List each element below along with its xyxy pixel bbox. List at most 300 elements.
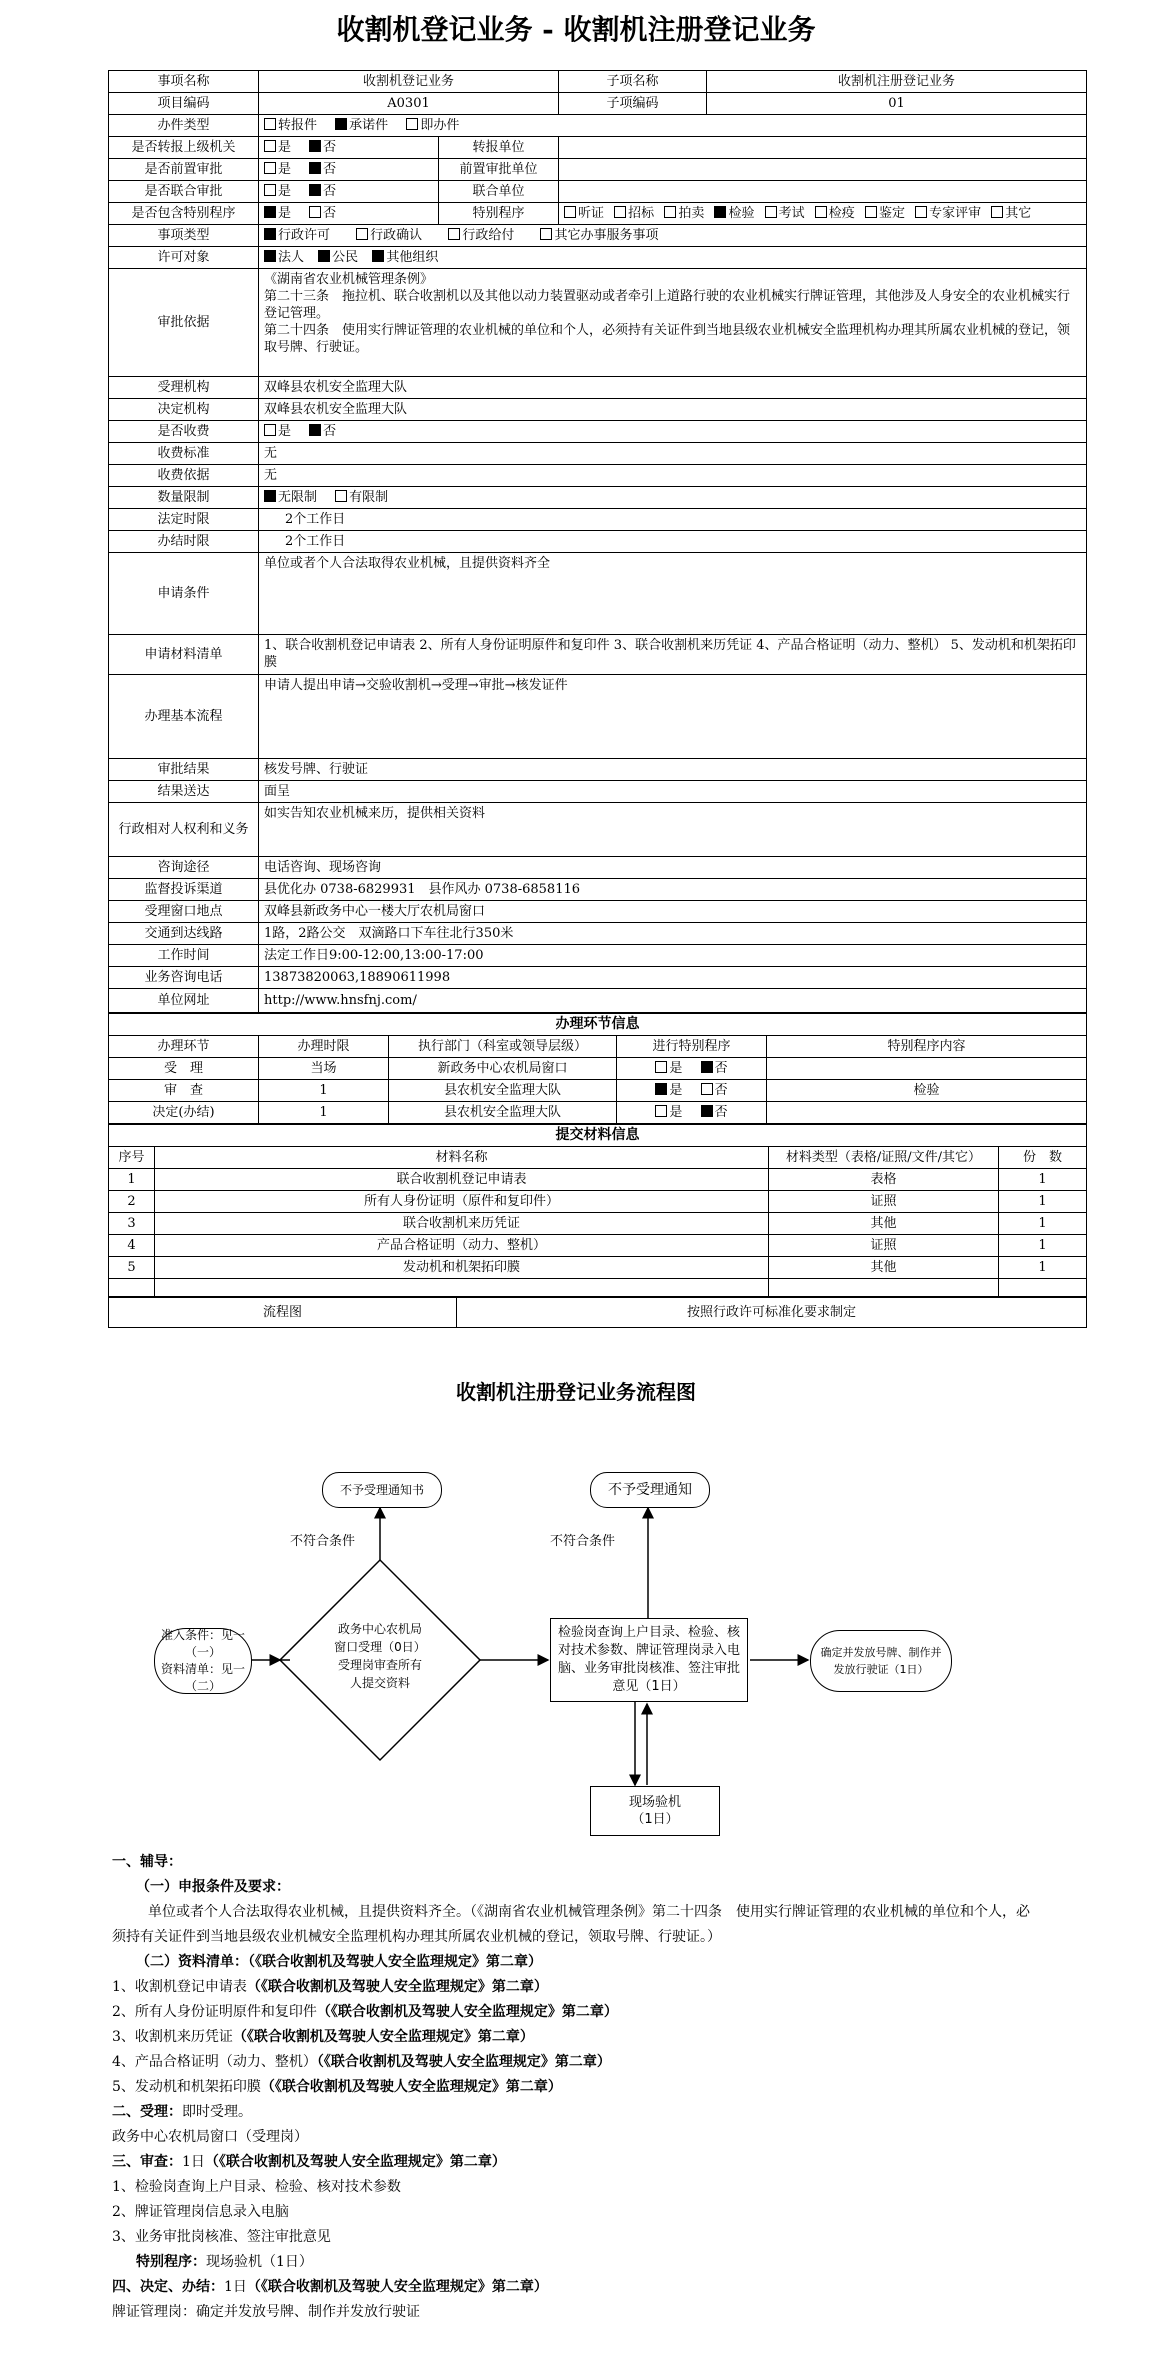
- label-special: 是否包含特别程序: [109, 203, 259, 225]
- item-text: 2、所有人身份证明原件和复印件: [112, 2004, 317, 2020]
- name-cell: 产品合格证明（动力、整机）: [155, 1235, 769, 1257]
- label-worktime: 工作时间: [109, 945, 259, 967]
- option-other-service[interactable]: [540, 227, 658, 244]
- name-cell: 联合收割机来历凭证: [155, 1213, 769, 1235]
- value-finish-time: 2个工作日: [259, 531, 1087, 553]
- table-row: [109, 1169, 1087, 1191]
- table-row: [109, 1235, 1087, 1257]
- option-label: 是: [278, 184, 292, 199]
- label-target: 许可对象: [109, 247, 259, 269]
- value-decide-org: 双峰县农机安全监理大队: [259, 399, 1087, 421]
- value-delivery: 面呈: [259, 781, 1087, 803]
- count-cell: 1: [999, 1235, 1087, 1257]
- checkbox-checked-icon: [309, 424, 321, 436]
- checkbox-icon: [655, 1061, 667, 1073]
- special-cell: [617, 1102, 767, 1124]
- label-item-name: 事项名称: [109, 71, 259, 93]
- checkbox-checked-icon: [309, 140, 321, 152]
- value-window: 双峰县新政务中心一楼大厅农机局窗口: [259, 901, 1087, 923]
- heading-text: 二、受理：: [112, 2104, 182, 2120]
- pre-approval-options: [259, 159, 439, 181]
- special-label: 特别程序：: [136, 2254, 206, 2270]
- value-worktime: 法定工作日9:00-12:00,13:00-17:00: [259, 945, 1087, 967]
- notes-subheading-conditions: （一）申报条件及要求：: [136, 1879, 290, 1895]
- value-complaint: 县优化办 0738-6829931 县作风办 0738-6858116: [259, 879, 1087, 901]
- count-cell: 1: [999, 1169, 1087, 1191]
- option-license[interactable]: [264, 227, 330, 244]
- option-label: 拍卖: [678, 206, 705, 221]
- value-phone: 13873820063,18890611998: [259, 967, 1087, 989]
- condition-label-2: 不符合条件: [550, 1534, 616, 1549]
- joint-options: [259, 181, 439, 203]
- option-label: 是: [669, 1083, 683, 1098]
- final-line: 发放行驶证（1日）: [833, 1663, 929, 1676]
- reject-notice-1: 不予受理通知书: [322, 1472, 442, 1508]
- item-type-options: [259, 225, 1087, 247]
- submit-materials-table: [108, 1124, 1087, 1297]
- value-report-unit: [559, 137, 1087, 159]
- option-label: 是: [278, 140, 292, 155]
- special-proc-options: [559, 203, 1087, 225]
- notes-heading-1: 一、辅导：: [112, 1854, 182, 1870]
- label-result: 审批结果: [109, 759, 259, 781]
- option-label: 检疫: [828, 206, 855, 221]
- item-text: 4、产品合格证明（动力、整机）: [112, 2054, 317, 2070]
- label-complaint: 监督投诉渠道: [109, 879, 259, 901]
- checkbox-checked-icon: [701, 1061, 713, 1073]
- label-report-up: 是否转报上级机关: [109, 137, 259, 159]
- checkbox-icon: [264, 140, 276, 152]
- name-cell: 发动机和机架拓印膜: [155, 1257, 769, 1279]
- submit-header: 材料类型（表格/证照/文件/其它）: [769, 1147, 999, 1169]
- value-sub-name: 收割机注册登记业务: [707, 71, 1087, 93]
- option-label: 否: [323, 206, 337, 221]
- option-label: 无限制: [278, 490, 318, 505]
- label-conditions: 申请条件: [109, 553, 259, 635]
- label-phone: 业务咨询电话: [109, 967, 259, 989]
- special-cell: [617, 1058, 767, 1080]
- value-rights: 如实告知农业机械来历，提供相关资料: [259, 803, 1087, 857]
- checkbox-icon: [448, 228, 460, 240]
- value-materials: 1、联合收割机登记申请表 2、所有人身份证明原件和复印件 3、联合收割机来历凭证 4、产品合格证明（动力、整机） 5、发动机和机架拓印膜: [259, 635, 1087, 675]
- value-sub-code: 01: [707, 93, 1087, 115]
- value-fee-std: 无: [259, 443, 1087, 465]
- label-fee-std: 收费标准: [109, 443, 259, 465]
- label-joint: 是否联合审批: [109, 181, 259, 203]
- special-content-cell: [767, 1058, 1087, 1080]
- value-consult: 电话咨询、现场咨询: [259, 857, 1087, 879]
- label-fee-basis: 收费依据: [109, 465, 259, 487]
- checkbox-icon: [664, 206, 676, 218]
- checkbox-icon: [264, 424, 276, 436]
- type-cell: 证照: [769, 1235, 999, 1257]
- value-process: 申请人提出申请→交验收割机→受理→审批→核发证件: [259, 675, 1087, 759]
- option-label: 鉴定: [878, 206, 905, 221]
- reject-notice-2: 不予受理通知: [590, 1472, 710, 1508]
- approval-info-table: [108, 70, 1087, 1013]
- start-line: 准入条件：见一（一）: [160, 1628, 245, 1659]
- notes-accept-text: 政务中心农机局窗口（受理岗）: [112, 2129, 308, 2145]
- notes-material-item: [112, 2025, 1042, 2050]
- option-no[interactable]: [701, 1082, 728, 1099]
- option-no[interactable]: [701, 1104, 728, 1121]
- label-url: 单位网址: [109, 989, 259, 1013]
- label-sub-code: 子项编码: [559, 93, 707, 115]
- checkbox-icon: [655, 1105, 667, 1117]
- option-bidding[interactable]: [614, 205, 654, 222]
- checkbox-icon: [264, 184, 276, 196]
- checkbox-icon: [564, 206, 576, 218]
- label-traffic: 交通到达线路: [109, 923, 259, 945]
- stage-cell: 受 理: [109, 1058, 259, 1080]
- option-appraisal[interactable]: [865, 205, 905, 222]
- notes-special-procedure: [112, 2250, 1042, 2275]
- option-other[interactable]: [991, 205, 1031, 222]
- check-node: 检验岗查询上户目录、检验、核对技术参数、牌证管理岗录入电脑、业务审批岗核准、签注审批意见（1日）: [550, 1618, 748, 1702]
- special-value: 现场验机（1日）: [206, 2254, 313, 2270]
- notes-subheading-materials: （二）资料清单：（《联合收割机及驾驶人安全监理规定》第二章）: [136, 1954, 542, 1970]
- special-options: [259, 203, 439, 225]
- handling-links-table: [108, 1013, 1087, 1124]
- label-finish-time: 办结时限: [109, 531, 259, 553]
- start-line: 资料清单：见一（二）: [160, 1662, 245, 1693]
- table-row: [109, 1279, 1087, 1297]
- page-title: 收割机登记业务 - 收割机注册登记业务: [336, 13, 816, 46]
- item-ref: （《联合收割机及驾驶人安全监理规定》第二章）: [316, 2004, 618, 2020]
- target-options: [259, 247, 1087, 269]
- table-row: [109, 1213, 1087, 1235]
- heading-text: 四、决定、办结：: [112, 2279, 224, 2295]
- option-yes[interactable]: [264, 205, 291, 222]
- option-label: 否: [323, 162, 337, 177]
- checkbox-icon: [356, 228, 368, 240]
- option-label: 是: [669, 1105, 683, 1120]
- name-cell: 联合收割机登记申请表: [155, 1169, 769, 1191]
- label-item-code: 项目编码: [109, 93, 259, 115]
- qty-options: [259, 487, 1087, 509]
- value-traffic: 1路，2路公交 双滴路口下车往北行350米: [259, 923, 1087, 945]
- main-table-wrap: [108, 70, 1086, 1328]
- option-expert[interactable]: [915, 205, 981, 222]
- no-cell: 4: [109, 1235, 155, 1257]
- value-result: 核发号牌、行驶证: [259, 759, 1087, 781]
- links-header: 进行特别程序: [617, 1036, 767, 1058]
- item-ref: （《联合收割机及驾驶人安全监理规定》第二章）: [316, 2054, 611, 2070]
- notes-material-item: [112, 1975, 1042, 2000]
- table-row: [109, 1080, 1087, 1102]
- checkbox-checked-icon: [372, 250, 384, 262]
- option-no[interactable]: [701, 1060, 728, 1077]
- count-cell: 1: [999, 1213, 1087, 1235]
- time-cell: 1: [259, 1080, 389, 1102]
- footer-flowchart-label: 流程图: [109, 1298, 457, 1328]
- checkbox-icon: [309, 206, 321, 218]
- checkbox-icon: [701, 1083, 713, 1095]
- label-legal-time: 法定时限: [109, 509, 259, 531]
- option-label: 是: [278, 162, 292, 177]
- handle-type-options: [259, 115, 1087, 137]
- option-label: 公民: [332, 250, 359, 265]
- checkbox-checked-icon: [264, 490, 276, 502]
- value-basis: [259, 269, 1087, 377]
- option-no[interactable]: [309, 161, 336, 178]
- option-payment[interactable]: [448, 227, 514, 244]
- no-cell: 2: [109, 1191, 155, 1213]
- label-basis: 审批依据: [109, 269, 259, 377]
- time-cell: 当场: [259, 1058, 389, 1080]
- option-label: 是: [669, 1061, 683, 1076]
- option-inspection[interactable]: [714, 205, 754, 222]
- checkbox-icon: [614, 206, 626, 218]
- option-label: 招标: [628, 206, 655, 221]
- stage-cell: 决定(办结): [109, 1102, 259, 1124]
- table-row: [109, 1058, 1087, 1080]
- notes-material-item: [112, 2050, 1042, 2075]
- section-title-submit: 提交材料信息: [109, 1125, 1087, 1147]
- checkbox-checked-icon: [714, 206, 726, 218]
- checkbox-icon: [991, 206, 1003, 218]
- label-handle-type: 办件类型: [109, 115, 259, 137]
- field-line: （1日）: [631, 1812, 679, 1827]
- type-cell: 证照: [769, 1191, 999, 1213]
- option-label: 专家评审: [929, 206, 982, 221]
- checkbox-icon: [406, 118, 418, 130]
- option-yes[interactable]: [655, 1060, 682, 1077]
- value-item-code: A0301: [259, 93, 559, 115]
- footer-table: [108, 1297, 1087, 1328]
- item-ref: （《联合收割机及驾驶人安全监理规定》第二章）: [232, 2029, 534, 2045]
- checkbox-icon: [915, 206, 927, 218]
- option-label: 否: [714, 1083, 728, 1098]
- value-item-name: 收割机登记业务: [259, 71, 559, 93]
- option-label: 行政给付: [462, 228, 515, 243]
- report-up-options: [259, 137, 439, 159]
- item-ref: （《联合收割机及驾驶人安全监理规定》第二章）: [246, 1979, 548, 1995]
- submit-header: 材料名称: [155, 1147, 769, 1169]
- dept-cell: 县农机安全监理大队: [389, 1080, 617, 1102]
- table-row: [109, 1257, 1087, 1279]
- item-text: 5、发动机和机架拓印膜: [112, 2079, 261, 2095]
- item-ref: （《联合收割机及驾驶人安全监理规定》第二章）: [260, 2079, 562, 2095]
- option-transfer[interactable]: [264, 117, 317, 134]
- table-row: [109, 1102, 1087, 1124]
- option-label: 否: [323, 424, 337, 439]
- notes-heading-2: [112, 2100, 1042, 2125]
- label-qty: 数量限制: [109, 487, 259, 509]
- checkbox-checked-icon: [264, 228, 276, 240]
- option-label: 检验: [728, 206, 755, 221]
- option-promise[interactable]: [335, 117, 388, 134]
- checkbox-checked-icon: [318, 250, 330, 262]
- stage-cell: 审 查: [109, 1080, 259, 1102]
- item-text: 3、收割机来历凭证: [112, 2029, 233, 2045]
- notes-review-step: 1、检验岗查询上户目录、检验、核对技术参数: [112, 2179, 401, 2195]
- heading-value: 即时受理。: [182, 2104, 252, 2120]
- submit-header: 份 数: [999, 1147, 1087, 1169]
- option-limited[interactable]: [335, 489, 388, 506]
- label-accept-org: 受理机构: [109, 377, 259, 399]
- special-cell: [617, 1080, 767, 1102]
- notes-decision-text: 牌证管理岗：确定并发放号牌、制作并发放行驶证: [112, 2304, 420, 2320]
- option-no[interactable]: [309, 139, 336, 156]
- field-line: 现场验机: [628, 1795, 681, 1810]
- option-label: 法人: [278, 250, 305, 265]
- label-joint-unit: 联合单位: [439, 181, 559, 203]
- links-header: 办理环节: [109, 1036, 259, 1058]
- guidance-notes: [112, 1850, 1042, 2325]
- option-label: 听证: [578, 206, 605, 221]
- option-label: 即办件: [420, 118, 460, 133]
- table-row: [109, 1191, 1087, 1213]
- value-conditions: 单位或者个人合法取得农业机械，且提供资料齐全: [259, 553, 1087, 635]
- option-legal-person[interactable]: [264, 249, 304, 266]
- option-label: 承诺件: [349, 118, 389, 133]
- option-other-org[interactable]: [372, 249, 438, 266]
- field-inspect-node: [590, 1786, 720, 1836]
- value-url[interactable]: http://www.hnsfnj.com/: [259, 989, 1087, 1013]
- checkbox-icon: [264, 162, 276, 174]
- label-delivery: 结果送达: [109, 781, 259, 803]
- checkbox-checked-icon: [264, 250, 276, 262]
- option-auction[interactable]: [664, 205, 704, 222]
- label-sub-name: 子项名称: [559, 71, 707, 93]
- links-header: 办理时限: [259, 1036, 389, 1058]
- diamond-line: 窗口受理（0日）: [334, 1640, 426, 1654]
- checkbox-checked-icon: [264, 206, 276, 218]
- diamond-line: 政务中心农机局: [337, 1622, 422, 1636]
- label-process: 办理基本流程: [109, 675, 259, 759]
- checkbox-icon: [815, 206, 827, 218]
- option-hearing[interactable]: [564, 205, 604, 222]
- value-legal-time: 2个工作日: [259, 509, 1087, 531]
- label-rights: 行政相对人权利和义务: [109, 803, 259, 857]
- notes-material-item: [112, 2075, 1042, 2100]
- value-pre-unit: [559, 159, 1087, 181]
- option-confirm[interactable]: [356, 227, 422, 244]
- notes-material-item: [112, 2000, 1042, 2025]
- value-accept-org: 双峰县农机安全监理大队: [259, 377, 1087, 399]
- count-cell: 1: [999, 1257, 1087, 1279]
- option-label: 其它办事服务事项: [554, 228, 659, 243]
- label-report-unit: 转报单位: [439, 137, 559, 159]
- notes-heading-4: [112, 2275, 1042, 2300]
- option-exam[interactable]: [765, 205, 805, 222]
- item-text: 1、收割机登记申请表: [112, 1979, 247, 1995]
- heading-text: 三、审查：: [112, 2154, 182, 2170]
- label-item-type: 事项类型: [109, 225, 259, 247]
- heading-value: 1日: [224, 2279, 247, 2295]
- dept-cell: 县农机安全监理大队: [389, 1102, 617, 1124]
- heading-ref: （《联合收割机及驾驶人安全监理规定》第二章）: [204, 2154, 506, 2170]
- footer-standard-note: 按照行政许可标准化要求制定: [457, 1298, 1087, 1328]
- notes-review-step: 3、业务审批岗核准、签注审批意见: [112, 2229, 331, 2245]
- condition-label-1: 不符合条件: [290, 1534, 356, 1549]
- diamond-text: [310, 1620, 450, 1692]
- diamond-line: 人提交资料: [349, 1676, 410, 1690]
- label-fee: 是否收费: [109, 421, 259, 443]
- fee-options: [259, 421, 1087, 443]
- notes-conditions-text: 单位或者个人合法取得农业机械，且提供资料齐全。（《湖南省农业机械管理条例》第二十四条 使用实行牌证管理的农业机械的单位和个人，必须持有关证件到当地县级农业机械安全监理机构办理其所属农业机械的登记，领取号牌、行驶证。）: [112, 1904, 1030, 1945]
- checkbox-icon: [335, 490, 347, 502]
- option-label: 是: [278, 206, 292, 221]
- checkbox-checked-icon: [309, 162, 321, 174]
- heading-ref: （《联合收割机及驾驶人安全监理规定》第二章）: [246, 2279, 548, 2295]
- option-yes[interactable]: [264, 139, 291, 156]
- type-cell: 其他: [769, 1257, 999, 1279]
- option-label: 转报件: [278, 118, 318, 133]
- option-quarantine[interactable]: [815, 205, 855, 222]
- label-pre-approval: 是否前置审批: [109, 159, 259, 181]
- option-label: 否: [323, 140, 337, 155]
- label-consult: 咨询途径: [109, 857, 259, 879]
- links-header: 执行部门（科室或领导层级）: [389, 1036, 617, 1058]
- basis-line: 《湖南省农业机械管理条例》: [264, 272, 434, 287]
- checkbox-icon: [540, 228, 552, 240]
- option-no[interactable]: [309, 423, 336, 440]
- label-special-proc: 特别程序: [439, 203, 559, 225]
- option-yes[interactable]: [655, 1104, 682, 1121]
- option-instant[interactable]: [406, 117, 459, 134]
- option-yes[interactable]: [655, 1082, 682, 1099]
- option-label: 考试: [778, 206, 805, 221]
- flowchart: [150, 1460, 1050, 1860]
- option-yes[interactable]: [264, 183, 291, 200]
- section-title-links: 办理环节信息: [109, 1014, 1087, 1036]
- option-label: 其他组织: [386, 250, 439, 265]
- final-node: [810, 1630, 952, 1692]
- special-content-cell: [767, 1102, 1087, 1124]
- option-label: 行政许可: [278, 228, 331, 243]
- option-label: 其它: [1005, 206, 1032, 221]
- count-cell: 1: [999, 1191, 1087, 1213]
- option-label: 否: [714, 1061, 728, 1076]
- option-label: 是: [278, 424, 292, 439]
- type-cell: 表格: [769, 1169, 999, 1191]
- checkbox-icon: [264, 118, 276, 130]
- submit-header: 序号: [109, 1147, 155, 1169]
- notes-review-step: 2、牌证管理岗信息录入电脑: [112, 2204, 289, 2220]
- option-no[interactable]: [309, 205, 336, 222]
- special-content-cell: 检验: [767, 1080, 1087, 1102]
- checkbox-icon: [765, 206, 777, 218]
- checkbox-checked-icon: [655, 1083, 667, 1095]
- final-line: 确定并发放号牌、制作并: [820, 1646, 942, 1659]
- dept-cell: 新政务中心农机局窗口: [389, 1058, 617, 1080]
- label-materials: 申请材料清单: [109, 635, 259, 675]
- label-decide-org: 决定机构: [109, 399, 259, 421]
- notes-heading-3: [112, 2150, 1042, 2175]
- option-yes[interactable]: [264, 161, 291, 178]
- option-unlimited[interactable]: [264, 489, 317, 506]
- name-cell: 所有人身份证明（原件和复印件）: [155, 1191, 769, 1213]
- type-cell: 其他: [769, 1213, 999, 1235]
- option-yes[interactable]: [264, 423, 291, 440]
- option-label: 有限制: [349, 490, 389, 505]
- flowchart-title: 收割机注册登记业务流程图: [456, 1380, 696, 1404]
- option-no[interactable]: [309, 183, 336, 200]
- option-label: 否: [323, 184, 337, 199]
- no-cell: 5: [109, 1257, 155, 1279]
- basis-line: 第二十三条 拖拉机、联合收割机以及其他以动力装置驱动或者牵引上道路行驶的农业机械实行牌证管理，其他涉及人身安全的农业机械实行登记管理。: [264, 289, 1071, 321]
- option-citizen[interactable]: [318, 249, 358, 266]
- checkbox-icon: [865, 206, 877, 218]
- checkbox-checked-icon: [309, 184, 321, 196]
- basis-line: 第二十四条 使用实行牌证管理的农业机械的单位和个人，必须持有关证件到当地县级农业机械安全监理机构办理其所属农业机械的登记，领取号牌、行驶证。: [264, 323, 1071, 355]
- diamond-line: 受理岗审查所有: [337, 1658, 422, 1672]
- value-joint-unit: [559, 181, 1087, 203]
- checkbox-checked-icon: [335, 118, 347, 130]
- no-cell: 3: [109, 1213, 155, 1235]
